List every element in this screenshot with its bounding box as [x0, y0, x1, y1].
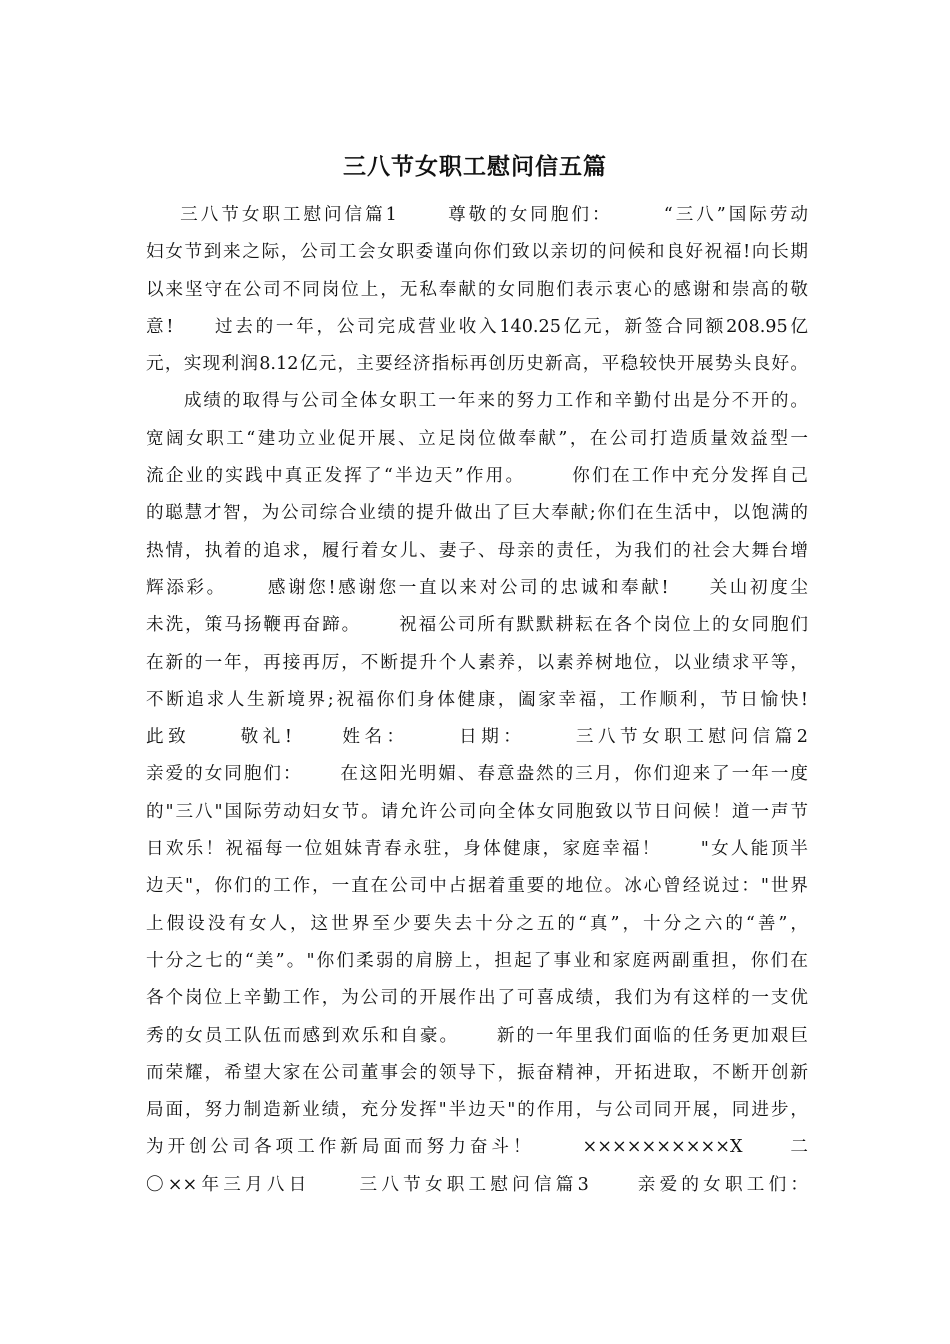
body-line-11: 辉添彩。 感谢您!感谢您一直以来对公司的忠诚和奉献! 关山初度尘 [146, 577, 808, 598]
body-line-18: 日欢乐！祝福每一位姐妹青春永驻，身体健康，家庭幸福！ "女人能顶半 [146, 839, 808, 860]
document-title: 三八节女职工慰问信五篇 [343, 154, 607, 180]
body-line-12: 未洗，策马扬鞭再奋蹄。 祝福公司所有默默耕耘在各个岗位上的女同胞们 [146, 615, 808, 636]
body-line-5: 元，实现利润8.12亿元，主要经济指标再创历史新高，平稳较快开展势头良好。 [146, 354, 808, 375]
body-line-17: 的"三八"国际劳动妇女节。请允许公司向全体女同胞致以节日问候！道一声节 [146, 801, 808, 822]
body-line-8: 流企业的实践中真正发挥了“半边天”作用。 你们在工作中充分发挥自己 [146, 466, 808, 487]
body-line-6: 成绩的取得与公司全体女职工一年来的努力工作和辛勤付出是分不开的。 [146, 391, 808, 412]
body-line-4: 意! 过去的一年，公司完成营业收入140.25亿元，新签合同额208.95亿 [146, 316, 808, 337]
body-line-25: 局面，努力制造新业绩，充分发挥"半边天"的作用，与公司同开展，同进步， [146, 1100, 808, 1121]
body-line-9: 的聪慧才智，为公司综合业绩的提升做出了巨大奉献;你们在生活中，以饱满的 [146, 503, 808, 524]
body-line-21: 十分之七的“美”。"你们柔弱的肩膀上，担起了事业和家庭两副重担，你们在 [146, 950, 808, 971]
body-line-13: 在新的一年，再接再厉，不断提升个人素养，以素养树地位，以业绩求平等， [146, 652, 808, 673]
body-line-16: 亲爱的女同胞们： 在这阳光明媚、春意盎然的三月，你们迎来了一年一度 [146, 764, 808, 785]
body-line-14: 不断追求人生新境界;祝福你们身体健康，阖家幸福，工作顺利，节日愉快! [146, 689, 808, 710]
body-line-26: 为开创公司各项工作新局面而努力奋斗！ ××××××××××X 二 [146, 1137, 808, 1158]
body-line-20: 上假设没有女人，这世界至少要失去十分之五的“真”，十分之六的“善”， [146, 913, 808, 934]
body-line-27: 〇××年三月八日 三八节女职工慰问信篇3 亲爱的女职工们： [146, 1174, 808, 1195]
body-line-15: 此致 敬礼! 姓名： 日期： 三八节女职工慰问信篇2 [146, 727, 808, 748]
body-line-1: 三八节女职工慰问信篇1 尊敬的女同胞们： “三八”国际劳动 [146, 205, 808, 225]
body-line-2: 妇女节到来之际，公司工会女职委谨向你们致以亲切的问候和良好祝福!向长期 [146, 242, 808, 263]
body-line-10: 热情，执着的追求，履行着女儿、妻子、母亲的责任，为我们的社会大舞台增 [146, 540, 808, 561]
body-line-3: 以来坚守在公司不同岗位上，无私奉献的女同胞们表示衷心的感谢和崇高的敬 [146, 279, 808, 300]
body-line-22: 各个岗位上辛勤工作，为公司的开展作出了可喜成绩，我们为有这样的一支优 [146, 988, 808, 1009]
body-line-24: 而荣耀，希望大家在公司董事会的领导下，振奋精神，开拓进取，不断开创新 [146, 1062, 808, 1083]
body-line-23: 秀的女员工队伍而感到欢乐和自豪。 新的一年里我们面临的任务更加艰巨 [146, 1025, 808, 1046]
body-line-7: 宽阔女职工“建功立业促开展、立足岗位做奉献”，在公司打造质量效益型一 [146, 428, 808, 449]
body-line-19: 边天"，你们的工作，一直在公司中占据着重要的地位。冰心曾经说过："世界 [146, 876, 808, 897]
document-body [146, 197, 808, 1204]
